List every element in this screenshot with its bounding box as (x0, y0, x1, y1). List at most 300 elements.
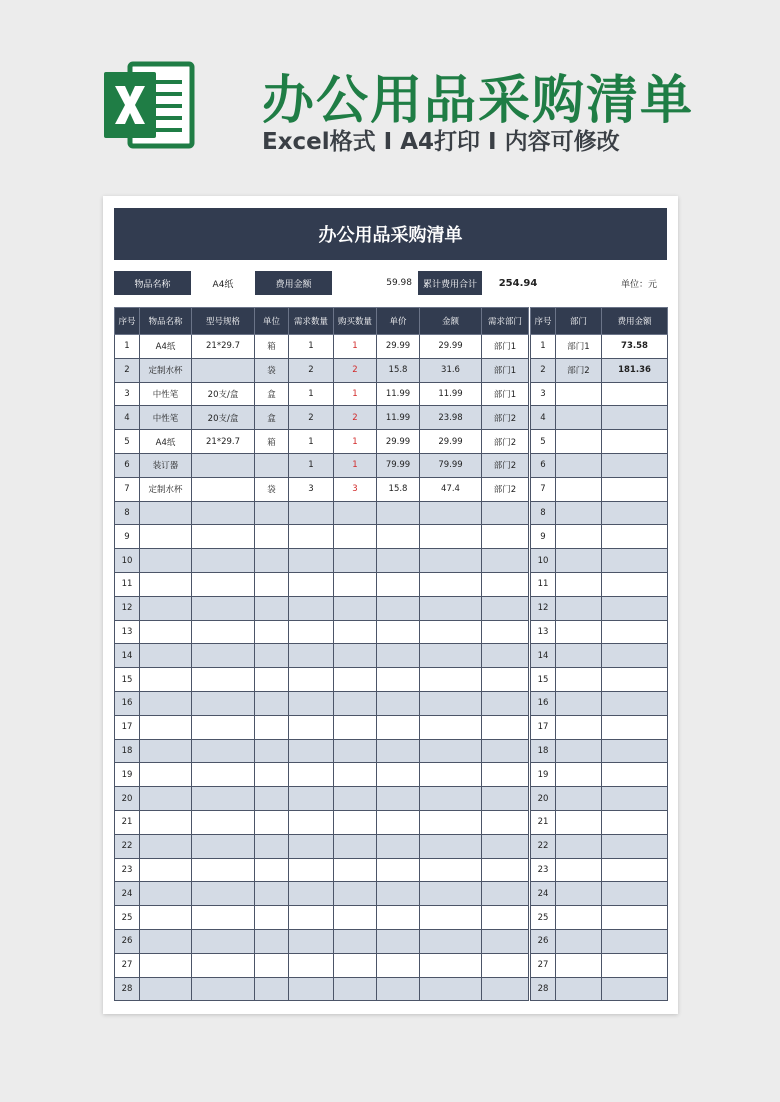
cell-dept[interactable]: 部门2 (482, 406, 529, 430)
dept-cell-cost[interactable] (602, 453, 668, 477)
cell-unit-price[interactable] (377, 882, 420, 906)
dept-cell-cost[interactable] (602, 977, 668, 1001)
cell-dept[interactable]: 部门2 (482, 477, 529, 501)
cell-demand-qty[interactable] (289, 929, 334, 953)
cell-unit-price[interactable] (377, 691, 420, 715)
cell-dept[interactable] (482, 739, 529, 763)
dept-cell-dept[interactable] (556, 763, 602, 787)
cell-unit[interactable] (255, 810, 289, 834)
cost-value[interactable]: 59.98 (386, 278, 412, 288)
dept-cell-dept[interactable] (556, 644, 602, 668)
cell-purchase-qty[interactable] (334, 739, 377, 763)
cell-demand-qty[interactable] (289, 834, 334, 858)
cell-unit[interactable] (255, 549, 289, 573)
cell-unit-price[interactable] (377, 763, 420, 787)
cell-unit[interactable] (255, 668, 289, 692)
cell-purchase-qty[interactable] (334, 810, 377, 834)
cell-amount[interactable] (420, 787, 482, 811)
dept-cell-seq[interactable]: 4 (531, 406, 556, 430)
dept-cell-seq[interactable]: 21 (531, 810, 556, 834)
cell-dept[interactable] (482, 834, 529, 858)
cell-demand-qty[interactable]: 2 (289, 358, 334, 382)
cell-dept[interactable] (482, 763, 529, 787)
cell-item-name[interactable] (140, 763, 192, 787)
cell-amount[interactable] (420, 644, 482, 668)
cell-spec[interactable] (192, 644, 255, 668)
cell-unit-price[interactable] (377, 549, 420, 573)
dept-cell-dept[interactable] (556, 453, 602, 477)
cell-item-name[interactable] (140, 620, 192, 644)
dept-cell-dept[interactable] (556, 906, 602, 930)
cell-spec[interactable] (192, 572, 255, 596)
cell-unit-price[interactable] (377, 596, 420, 620)
cell-unit-price[interactable]: 15.8 (377, 358, 420, 382)
cell-item-name[interactable] (140, 977, 192, 1001)
cell-dept[interactable] (482, 644, 529, 668)
cell-unit[interactable] (255, 763, 289, 787)
cell-seq[interactable]: 8 (115, 501, 140, 525)
cell-spec[interactable] (192, 834, 255, 858)
cell-purchase-qty[interactable] (334, 644, 377, 668)
cell-spec[interactable]: 21*29.7 (192, 430, 255, 454)
dept-cell-cost[interactable] (602, 501, 668, 525)
dept-cell-cost[interactable] (602, 858, 668, 882)
cell-item-name[interactable]: 定制水杯 (140, 358, 192, 382)
cell-purchase-qty[interactable] (334, 906, 377, 930)
cell-purchase-qty[interactable] (334, 691, 377, 715)
cell-seq[interactable]: 14 (115, 644, 140, 668)
cell-item-name[interactable] (140, 906, 192, 930)
dept-cell-dept[interactable] (556, 501, 602, 525)
cell-item-name[interactable]: 中性笔 (140, 382, 192, 406)
cell-amount[interactable] (420, 929, 482, 953)
dept-cell-dept[interactable] (556, 668, 602, 692)
cell-unit[interactable] (255, 501, 289, 525)
dept-cell-seq[interactable]: 27 (531, 953, 556, 977)
dept-cell-cost[interactable]: 181.36 (602, 358, 668, 382)
cell-seq[interactable]: 20 (115, 787, 140, 811)
cell-unit[interactable] (255, 596, 289, 620)
cell-seq[interactable]: 11 (115, 572, 140, 596)
dept-cell-seq[interactable]: 1 (531, 335, 556, 359)
dept-cell-dept[interactable] (556, 620, 602, 644)
cell-unit-price[interactable] (377, 810, 420, 834)
cell-seq[interactable]: 24 (115, 882, 140, 906)
cell-demand-qty[interactable] (289, 906, 334, 930)
cell-seq[interactable]: 2 (115, 358, 140, 382)
cell-unit[interactable] (255, 977, 289, 1001)
cell-item-name[interactable] (140, 691, 192, 715)
dept-cell-cost[interactable] (602, 953, 668, 977)
dept-cell-seq[interactable]: 19 (531, 763, 556, 787)
dept-cell-cost[interactable]: 73.58 (602, 335, 668, 359)
cell-demand-qty[interactable] (289, 572, 334, 596)
cell-spec[interactable] (192, 810, 255, 834)
cell-amount[interactable] (420, 882, 482, 906)
cell-seq[interactable]: 25 (115, 906, 140, 930)
cell-amount[interactable] (420, 691, 482, 715)
cell-purchase-qty[interactable] (334, 572, 377, 596)
cell-purchase-qty[interactable] (334, 501, 377, 525)
cell-item-name[interactable] (140, 810, 192, 834)
cell-unit-price[interactable] (377, 620, 420, 644)
cell-amount[interactable]: 11.99 (420, 382, 482, 406)
cell-purchase-qty[interactable]: 2 (334, 406, 377, 430)
cell-demand-qty[interactable] (289, 596, 334, 620)
cell-purchase-qty[interactable] (334, 834, 377, 858)
dept-cell-cost[interactable] (602, 477, 668, 501)
cell-amount[interactable]: 29.99 (420, 430, 482, 454)
dept-cell-cost[interactable] (602, 739, 668, 763)
cell-unit-price[interactable]: 11.99 (377, 382, 420, 406)
cell-unit[interactable]: 盒 (255, 382, 289, 406)
cell-dept[interactable] (482, 858, 529, 882)
cell-spec[interactable] (192, 691, 255, 715)
cell-purchase-qty[interactable] (334, 668, 377, 692)
cell-item-name[interactable] (140, 739, 192, 763)
cell-unit-price[interactable] (377, 929, 420, 953)
dept-cell-seq[interactable]: 28 (531, 977, 556, 1001)
cell-unit-price[interactable] (377, 644, 420, 668)
cell-unit[interactable]: 袋 (255, 477, 289, 501)
dept-cell-dept[interactable] (556, 810, 602, 834)
dept-cell-dept[interactable]: 部门2 (556, 358, 602, 382)
cell-unit[interactable] (255, 572, 289, 596)
cell-dept[interactable] (482, 620, 529, 644)
cell-purchase-qty[interactable] (334, 549, 377, 573)
cell-seq[interactable]: 17 (115, 715, 140, 739)
cell-seq[interactable]: 6 (115, 453, 140, 477)
cell-dept[interactable] (482, 691, 529, 715)
dept-cell-cost[interactable] (602, 406, 668, 430)
dept-cell-seq[interactable]: 22 (531, 834, 556, 858)
dept-cell-dept[interactable] (556, 406, 602, 430)
cell-amount[interactable] (420, 810, 482, 834)
cell-unit-price[interactable] (377, 739, 420, 763)
cell-demand-qty[interactable]: 2 (289, 406, 334, 430)
cell-unit[interactable]: 箱 (255, 335, 289, 359)
dept-cell-cost[interactable] (602, 882, 668, 906)
dept-cell-cost[interactable] (602, 430, 668, 454)
cell-amount[interactable] (420, 596, 482, 620)
cell-unit[interactable]: 箱 (255, 430, 289, 454)
dept-cell-dept[interactable]: 部门1 (556, 335, 602, 359)
dept-cell-seq[interactable]: 24 (531, 882, 556, 906)
dept-cell-dept[interactable] (556, 477, 602, 501)
dept-cell-seq[interactable]: 12 (531, 596, 556, 620)
cell-demand-qty[interactable] (289, 763, 334, 787)
cell-unit-price[interactable]: 79.99 (377, 453, 420, 477)
cell-demand-qty[interactable] (289, 668, 334, 692)
cell-item-name[interactable] (140, 668, 192, 692)
dept-cell-dept[interactable] (556, 691, 602, 715)
cell-unit-price[interactable]: 29.99 (377, 335, 420, 359)
cell-amount[interactable]: 47.4 (420, 477, 482, 501)
cell-demand-qty[interactable] (289, 739, 334, 763)
dept-cell-dept[interactable] (556, 572, 602, 596)
cell-spec[interactable] (192, 358, 255, 382)
cell-unit[interactable]: 盒 (255, 406, 289, 430)
cell-purchase-qty[interactable] (334, 620, 377, 644)
cell-unit-price[interactable]: 29.99 (377, 430, 420, 454)
cell-dept[interactable]: 部门1 (482, 335, 529, 359)
cell-unit-price[interactable]: 11.99 (377, 406, 420, 430)
cell-spec[interactable] (192, 906, 255, 930)
cell-purchase-qty[interactable] (334, 953, 377, 977)
cell-unit[interactable] (255, 906, 289, 930)
cell-unit-price[interactable] (377, 953, 420, 977)
dept-cell-seq[interactable]: 7 (531, 477, 556, 501)
dept-cell-seq[interactable]: 11 (531, 572, 556, 596)
cell-unit[interactable] (255, 953, 289, 977)
cell-spec[interactable] (192, 787, 255, 811)
cell-dept[interactable] (482, 549, 529, 573)
cell-dept[interactable]: 部门2 (482, 430, 529, 454)
cell-spec[interactable] (192, 929, 255, 953)
cell-seq[interactable]: 4 (115, 406, 140, 430)
dept-cell-cost[interactable] (602, 929, 668, 953)
dept-cell-seq[interactable]: 15 (531, 668, 556, 692)
dept-cell-seq[interactable]: 18 (531, 739, 556, 763)
cell-dept[interactable]: 部门1 (482, 382, 529, 406)
dept-cell-dept[interactable] (556, 596, 602, 620)
cell-demand-qty[interactable] (289, 501, 334, 525)
cell-seq[interactable]: 12 (115, 596, 140, 620)
cell-amount[interactable]: 31.6 (420, 358, 482, 382)
cell-amount[interactable] (420, 572, 482, 596)
cell-demand-qty[interactable] (289, 858, 334, 882)
dept-cell-seq[interactable]: 13 (531, 620, 556, 644)
cell-spec[interactable] (192, 953, 255, 977)
cell-item-name[interactable]: 中性笔 (140, 406, 192, 430)
cell-dept[interactable] (482, 977, 529, 1001)
cell-seq[interactable]: 1 (115, 335, 140, 359)
cell-dept[interactable] (482, 525, 529, 549)
dept-cell-cost[interactable] (602, 787, 668, 811)
cell-purchase-qty[interactable] (334, 525, 377, 549)
cell-purchase-qty[interactable]: 2 (334, 358, 377, 382)
dept-cell-dept[interactable] (556, 834, 602, 858)
cell-unit[interactable] (255, 620, 289, 644)
cell-unit[interactable]: 袋 (255, 358, 289, 382)
cell-unit[interactable] (255, 644, 289, 668)
dept-cell-cost[interactable] (602, 525, 668, 549)
dept-cell-cost[interactable] (602, 668, 668, 692)
cell-unit-price[interactable]: 15.8 (377, 477, 420, 501)
dept-cell-dept[interactable] (556, 977, 602, 1001)
cell-spec[interactable] (192, 739, 255, 763)
cell-seq[interactable]: 15 (115, 668, 140, 692)
cell-demand-qty[interactable]: 1 (289, 453, 334, 477)
dept-cell-seq[interactable]: 5 (531, 430, 556, 454)
cell-seq[interactable]: 28 (115, 977, 140, 1001)
cell-unit-price[interactable] (377, 787, 420, 811)
cell-amount[interactable] (420, 834, 482, 858)
cell-item-name[interactable] (140, 953, 192, 977)
cell-spec[interactable] (192, 668, 255, 692)
cell-demand-qty[interactable] (289, 953, 334, 977)
dept-cell-dept[interactable] (556, 858, 602, 882)
cell-dept[interactable] (482, 501, 529, 525)
dept-cell-dept[interactable] (556, 882, 602, 906)
cell-seq[interactable]: 16 (115, 691, 140, 715)
cell-amount[interactable] (420, 715, 482, 739)
cell-unit-price[interactable] (377, 906, 420, 930)
cell-amount[interactable] (420, 906, 482, 930)
dept-cell-cost[interactable] (602, 834, 668, 858)
cell-unit[interactable] (255, 882, 289, 906)
cell-seq[interactable]: 23 (115, 858, 140, 882)
cell-item-name[interactable] (140, 929, 192, 953)
cell-unit-price[interactable] (377, 525, 420, 549)
dept-cell-cost[interactable] (602, 906, 668, 930)
dept-cell-dept[interactable] (556, 525, 602, 549)
cell-unit-price[interactable] (377, 977, 420, 1001)
cell-spec[interactable] (192, 715, 255, 739)
cell-amount[interactable] (420, 549, 482, 573)
cell-amount[interactable]: 23.98 (420, 406, 482, 430)
dept-cell-dept[interactable] (556, 382, 602, 406)
dept-cell-seq[interactable]: 6 (531, 453, 556, 477)
cell-item-name[interactable] (140, 525, 192, 549)
cell-item-name[interactable] (140, 882, 192, 906)
cell-spec[interactable] (192, 882, 255, 906)
cell-demand-qty[interactable]: 3 (289, 477, 334, 501)
cell-amount[interactable] (420, 739, 482, 763)
cell-seq[interactable]: 3 (115, 382, 140, 406)
dept-cell-cost[interactable] (602, 715, 668, 739)
cell-purchase-qty[interactable] (334, 977, 377, 1001)
dept-cell-dept[interactable] (556, 549, 602, 573)
dept-cell-seq[interactable]: 2 (531, 358, 556, 382)
cell-item-name[interactable] (140, 834, 192, 858)
cell-seq[interactable]: 10 (115, 549, 140, 573)
cell-unit-price[interactable] (377, 501, 420, 525)
dept-cell-dept[interactable] (556, 715, 602, 739)
dept-cell-seq[interactable]: 10 (531, 549, 556, 573)
cell-amount[interactable] (420, 953, 482, 977)
cell-unit[interactable] (255, 929, 289, 953)
cell-seq[interactable]: 7 (115, 477, 140, 501)
dept-cell-seq[interactable]: 9 (531, 525, 556, 549)
cell-spec[interactable] (192, 596, 255, 620)
dept-cell-dept[interactable] (556, 953, 602, 977)
cell-dept[interactable] (482, 953, 529, 977)
cell-purchase-qty[interactable]: 3 (334, 477, 377, 501)
cell-item-name[interactable] (140, 858, 192, 882)
cell-purchase-qty[interactable] (334, 763, 377, 787)
cell-spec[interactable] (192, 453, 255, 477)
cell-spec[interactable]: 20支/盒 (192, 382, 255, 406)
cell-dept[interactable] (482, 810, 529, 834)
cell-demand-qty[interactable] (289, 810, 334, 834)
dept-cell-dept[interactable] (556, 739, 602, 763)
item-name-value[interactable]: A4纸 (212, 279, 234, 290)
cell-dept[interactable]: 部门2 (482, 453, 529, 477)
cell-purchase-qty[interactable] (334, 787, 377, 811)
cell-amount[interactable] (420, 501, 482, 525)
cell-spec[interactable] (192, 549, 255, 573)
cell-amount[interactable]: 79.99 (420, 453, 482, 477)
cell-unit[interactable] (255, 453, 289, 477)
dept-cell-seq[interactable]: 26 (531, 929, 556, 953)
cell-demand-qty[interactable] (289, 644, 334, 668)
cell-unit[interactable] (255, 739, 289, 763)
total-cost-value[interactable]: 254.94 (498, 277, 538, 289)
cell-seq[interactable]: 5 (115, 430, 140, 454)
cell-seq[interactable]: 9 (115, 525, 140, 549)
dept-cell-cost[interactable] (602, 763, 668, 787)
cell-item-name[interactable]: 装订器 (140, 453, 192, 477)
cell-unit-price[interactable] (377, 715, 420, 739)
cell-item-name[interactable]: A4纸 (140, 335, 192, 359)
cell-dept[interactable] (482, 787, 529, 811)
cell-dept[interactable] (482, 572, 529, 596)
cell-purchase-qty[interactable] (334, 596, 377, 620)
dept-cell-seq[interactable]: 14 (531, 644, 556, 668)
cell-amount[interactable] (420, 763, 482, 787)
cell-unit[interactable] (255, 525, 289, 549)
dept-cell-seq[interactable]: 25 (531, 906, 556, 930)
dept-cell-seq[interactable]: 23 (531, 858, 556, 882)
cell-amount[interactable] (420, 525, 482, 549)
cell-item-name[interactable] (140, 596, 192, 620)
cell-item-name[interactable]: A4纸 (140, 430, 192, 454)
cell-dept[interactable] (482, 668, 529, 692)
cell-unit-price[interactable] (377, 834, 420, 858)
cell-seq[interactable]: 18 (115, 739, 140, 763)
cell-demand-qty[interactable] (289, 549, 334, 573)
cell-dept[interactable] (482, 596, 529, 620)
cell-spec[interactable] (192, 858, 255, 882)
cell-spec[interactable] (192, 525, 255, 549)
dept-cell-cost[interactable] (602, 691, 668, 715)
cell-spec[interactable] (192, 977, 255, 1001)
cell-seq[interactable]: 26 (115, 929, 140, 953)
cell-spec[interactable] (192, 501, 255, 525)
cell-unit[interactable] (255, 691, 289, 715)
cell-spec[interactable] (192, 763, 255, 787)
cell-item-name[interactable] (140, 501, 192, 525)
dept-cell-cost[interactable] (602, 596, 668, 620)
dept-cell-seq[interactable]: 8 (531, 501, 556, 525)
cell-unit-price[interactable] (377, 858, 420, 882)
dept-cell-dept[interactable] (556, 929, 602, 953)
cell-seq[interactable]: 22 (115, 834, 140, 858)
cell-item-name[interactable] (140, 549, 192, 573)
cell-item-name[interactable] (140, 787, 192, 811)
dept-cell-cost[interactable] (602, 572, 668, 596)
cell-seq[interactable]: 27 (115, 953, 140, 977)
cell-seq[interactable]: 21 (115, 810, 140, 834)
cell-demand-qty[interactable] (289, 691, 334, 715)
cell-dept[interactable] (482, 882, 529, 906)
cell-demand-qty[interactable]: 1 (289, 430, 334, 454)
cell-amount[interactable] (420, 668, 482, 692)
dept-cell-dept[interactable] (556, 787, 602, 811)
cell-item-name[interactable] (140, 715, 192, 739)
cell-demand-qty[interactable]: 1 (289, 382, 334, 406)
cell-spec[interactable]: 21*29.7 (192, 335, 255, 359)
cell-purchase-qty[interactable]: 1 (334, 453, 377, 477)
cell-unit[interactable] (255, 787, 289, 811)
dept-cell-seq[interactable]: 20 (531, 787, 556, 811)
cell-demand-qty[interactable] (289, 620, 334, 644)
cell-unit-price[interactable] (377, 572, 420, 596)
cell-unit[interactable] (255, 858, 289, 882)
cell-spec[interactable]: 20支/盒 (192, 406, 255, 430)
cell-unit[interactable] (255, 715, 289, 739)
